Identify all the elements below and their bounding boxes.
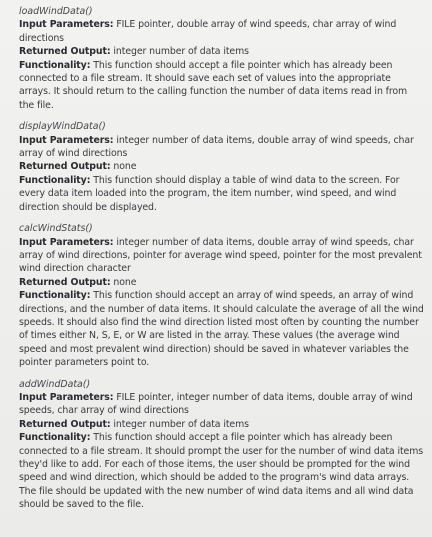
function-add-wind-data — [19, 378, 424, 512]
functionality: Functionality: This function should display a table of wind data to the screen. For every data item loaded into the program, the item number, wind speed, and wind direction should be displayed. — [19, 174, 400, 213]
function-name: calcWindStats() — [19, 223, 93, 235]
input-parameters: Input Parameters: FILE pointer, integer number of data items, double array of wind speeds, char array of wind directions — [19, 391, 413, 417]
input-parameters-label: Input Parameters — [19, 236, 110, 248]
functionality-value: This function should accept a file pointer which has already been connected to a file stream. It should prompt the user for the number of wind data items they'd like to add. For each of those items, the user should be prompted for the wind speed and wind direction, which should be added to the program's wind data arrays. The file should be updated with the new number of wind data items and all wind data should be saved to the file. — [19, 432, 424, 511]
returned-output-label: Returned Output — [19, 161, 107, 173]
functionality-label: Functionality — [19, 174, 87, 186]
input-parameters-label: Input Parameters — [19, 19, 110, 31]
input-parameters-label: Input Parameters — [19, 134, 110, 146]
functionality-value: This function should display a table of wind data to the screen. For every data item loaded into the program, the item number, wind speed, and wind direction should be displayed. — [19, 174, 400, 213]
function-display-wind-data — [19, 120, 424, 214]
returned-output-label: Returned Output — [19, 276, 107, 288]
function-name: loadWindData() — [19, 6, 93, 17]
function-name: displayWindData() — [19, 121, 106, 133]
returned-output: Returned Output: none — [19, 276, 137, 288]
functionality: Functionality: This function should accept an array of wind speeds, an array of wind directions, and the number of data items. It should calculate the average of all the wind speeds. It should also find the wind direction listed most often by counting the number of times either N, S, E, or W are listed in the array. These values (the average wind speed and most prevalent wind direction) should be saved in whatever variables the pointer parameters point to. — [19, 290, 424, 369]
input-parameters-value: integer number of data items, double array of wind speeds, char array of wind directions — [19, 134, 414, 160]
functionality-value: This function should accept a file pointer which has already been connected to a file stream. It should save each set of values into the appropriate arrays. It should return to the calling function the number of data items read in from the file. — [19, 59, 408, 111]
returned-output-label: Returned Output — [19, 46, 107, 58]
functionality-label: Functionality — [19, 59, 87, 71]
functionality: Functionality: This function should accept a file pointer which has already been connected to a file stream. It should save each set of values into the appropriate arrays. It should return to the calling function the number of data items read in from the file. — [19, 59, 408, 111]
returned-output-value: none — [113, 276, 137, 288]
returned-output: Returned Output: none — [19, 161, 137, 173]
functionality-value: This function should accept an array of wind speeds, an array of wind directions, and the number of data items. It should calculate the average of all the wind speeds. It should also find the wind direction listed most often by counting the number of times either N, S, E, or W are listed in the array. These values (the average wind speed and most prevalent wind direction) should be saved in whatever variables the pointer parameters point to. — [19, 290, 424, 369]
input-parameters-value: FILE pointer, double array of wind speeds, char array of wind directions — [19, 19, 397, 44]
input-parameters-label: Input Parameters — [19, 391, 110, 403]
returned-output: Returned Output: integer number of data items — [19, 418, 249, 430]
functionality-label: Functionality — [19, 432, 87, 444]
functionality-label: Functionality — [19, 290, 87, 302]
returned-output: Returned Output: integer number of data items — [19, 46, 249, 58]
input-parameters: Input Parameters: FILE pointer, double array of wind speeds, char array of wind directions — [19, 19, 397, 44]
functionality: Functionality: This function should accept a file pointer which has already been connected to a file stream. It should prompt the user for the number of wind data items they'd like to add. For each of those items, the user should be prompted for the wind speed and wind direction, which should be added to the program's wind data arrays. The file should be updated with the new number of wind data items and all wind data should be saved to the file. — [19, 432, 424, 511]
returned-output-value: none — [113, 161, 137, 173]
input-parameters: Input Parameters: integer number of data items, double array of wind speeds, char array of wind directions, pointer for average wind speed, pointer for the most prevalent wind direction character — [19, 236, 422, 275]
function-name: addWindData() — [19, 378, 91, 390]
returned-output-value: integer number of data items — [113, 46, 249, 58]
input-parameters-value: FILE pointer, integer number of data items, double array of wind speeds, char array of wind directions — [19, 391, 413, 417]
input-parameters: Input Parameters: integer number of data items, double array of wind speeds, char array of wind directions — [19, 134, 414, 160]
returned-output-label: Returned Output — [19, 418, 107, 430]
function-load-wind-data — [19, 5, 424, 112]
returned-output-value: integer number of data items — [113, 418, 249, 430]
function-calc-wind-stats — [19, 222, 424, 369]
input-parameters-value: integer number of data items, double array of wind speeds, char array of wind directions, pointer for average wind speed, pointer for the most prevalent wind direction character — [19, 236, 422, 275]
